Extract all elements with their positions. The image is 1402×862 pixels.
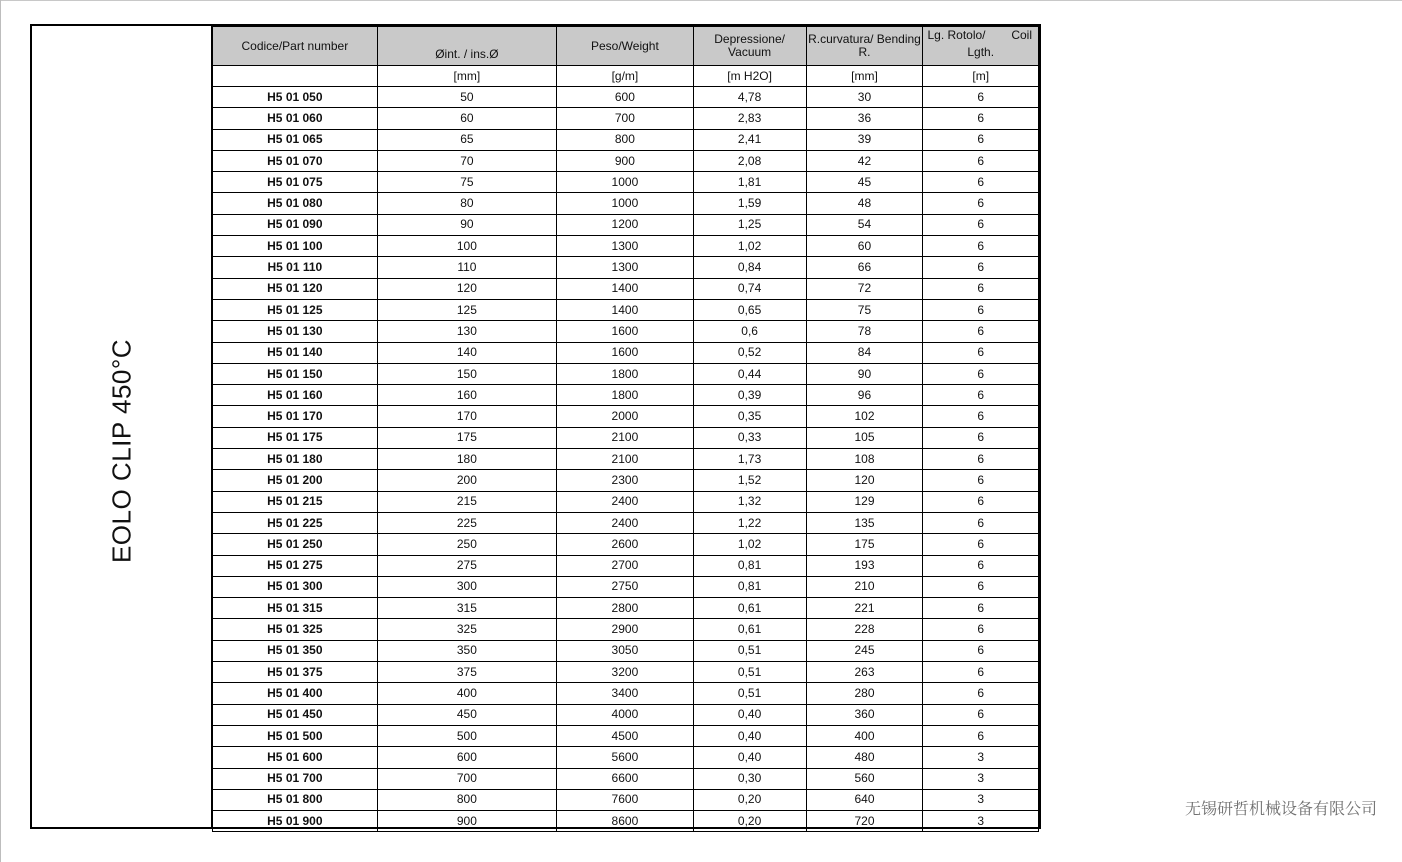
bending-radius-cell: 228 xyxy=(806,619,923,640)
bending-radius-cell: 78 xyxy=(806,321,923,342)
vacuum-cell: 0,20 xyxy=(693,789,806,810)
weight-cell: 1000 xyxy=(557,193,694,214)
weight-cell: 2750 xyxy=(557,576,694,597)
coil-length-cell: 6 xyxy=(923,619,1039,640)
part-number-cell: H5 01 300 xyxy=(213,576,378,597)
coil-length-cell: 6 xyxy=(923,704,1039,725)
diameter-cell: 110 xyxy=(377,257,556,278)
weight-cell: 2100 xyxy=(557,449,694,470)
part-number-cell: H5 01 100 xyxy=(213,236,378,257)
vacuum-cell: 0,51 xyxy=(693,640,806,661)
bending-radius-cell: 263 xyxy=(806,662,923,683)
weight-cell: 700 xyxy=(557,108,694,129)
vacuum-cell: 0,52 xyxy=(693,342,806,363)
bending-radius-cell: 135 xyxy=(806,512,923,533)
vacuum-cell: 2,83 xyxy=(693,108,806,129)
diameter-cell: 70 xyxy=(377,150,556,171)
vacuum-cell: 0,40 xyxy=(693,704,806,725)
diameter-cell: 375 xyxy=(377,662,556,683)
part-number-cell: H5 01 160 xyxy=(213,385,378,406)
header-weight: Peso/Weight xyxy=(557,27,694,66)
bending-radius-cell: 90 xyxy=(806,363,923,384)
weight-cell: 1400 xyxy=(557,299,694,320)
part-number-cell: H5 01 700 xyxy=(213,768,378,789)
vacuum-cell: 0,81 xyxy=(693,555,806,576)
diameter-cell: 800 xyxy=(377,789,556,810)
vacuum-cell: 0,35 xyxy=(693,406,806,427)
company-name: 无锡研哲机械设备有限公司 xyxy=(1185,801,1378,818)
coil-length-cell: 3 xyxy=(923,747,1039,768)
coil-length-cell: 6 xyxy=(923,427,1039,448)
table-row xyxy=(213,321,1039,342)
weight-cell: 5600 xyxy=(557,747,694,768)
part-number-cell: H5 01 175 xyxy=(213,427,378,448)
part-number-cell: H5 01 170 xyxy=(213,406,378,427)
page-top-border xyxy=(0,0,1402,1)
weight-cell: 600 xyxy=(557,87,694,108)
vacuum-cell: 0,51 xyxy=(693,683,806,704)
bending-radius-cell: 640 xyxy=(806,789,923,810)
vacuum-cell: 1,02 xyxy=(693,236,806,257)
part-number-cell: H5 01 125 xyxy=(213,299,378,320)
bending-radius-cell: 48 xyxy=(806,193,923,214)
table-row xyxy=(213,236,1039,257)
coil-length-cell: 6 xyxy=(923,214,1039,235)
part-number-cell: H5 01 250 xyxy=(213,534,378,555)
table-row xyxy=(213,406,1039,427)
diameter-cell: 500 xyxy=(377,725,556,746)
bending-radius-cell: 42 xyxy=(806,150,923,171)
weight-cell: 3200 xyxy=(557,662,694,683)
weight-cell: 1800 xyxy=(557,363,694,384)
coil-length-cell: 6 xyxy=(923,683,1039,704)
unit-cell: [g/m] xyxy=(557,66,694,87)
bending-radius-cell: 221 xyxy=(806,598,923,619)
diameter-cell: 170 xyxy=(377,406,556,427)
bending-radius-cell: 360 xyxy=(806,704,923,725)
table-row xyxy=(213,747,1039,768)
diameter-cell: 100 xyxy=(377,236,556,257)
vacuum-cell: 4,78 xyxy=(693,87,806,108)
part-number-cell: H5 01 130 xyxy=(213,321,378,342)
diameter-cell: 325 xyxy=(377,619,556,640)
diameter-cell: 900 xyxy=(377,811,556,832)
coil-length-cell: 6 xyxy=(923,363,1039,384)
page-left-border xyxy=(0,0,1,862)
bending-radius-cell: 120 xyxy=(806,470,923,491)
table-row xyxy=(213,449,1039,470)
vacuum-cell: 0,39 xyxy=(693,385,806,406)
weight-cell: 8600 xyxy=(557,811,694,832)
unit-cell: [m H2O] xyxy=(693,66,806,87)
weight-cell: 2900 xyxy=(557,619,694,640)
part-number-cell: H5 01 080 xyxy=(213,193,378,214)
part-number-cell: H5 01 325 xyxy=(213,619,378,640)
part-number-cell: H5 01 400 xyxy=(213,683,378,704)
table-row xyxy=(213,598,1039,619)
table-row xyxy=(213,640,1039,661)
coil-length-cell: 6 xyxy=(923,342,1039,363)
weight-cell: 1600 xyxy=(557,321,694,342)
bending-radius-cell: 30 xyxy=(806,87,923,108)
diameter-cell: 250 xyxy=(377,534,556,555)
coil-length-cell: 6 xyxy=(923,193,1039,214)
table-row xyxy=(213,683,1039,704)
coil-length-cell: 6 xyxy=(923,87,1039,108)
part-number-cell: H5 01 060 xyxy=(213,108,378,129)
weight-cell: 2600 xyxy=(557,534,694,555)
vacuum-cell: 0,44 xyxy=(693,363,806,384)
coil-length-cell: 6 xyxy=(923,555,1039,576)
weight-cell: 1300 xyxy=(557,257,694,278)
table-row xyxy=(213,470,1039,491)
table-row xyxy=(213,108,1039,129)
unit-cell: [mm] xyxy=(377,66,556,87)
table-header-row xyxy=(213,27,1039,66)
diameter-cell: 300 xyxy=(377,576,556,597)
bending-radius-cell: 400 xyxy=(806,725,923,746)
weight-cell: 1000 xyxy=(557,172,694,193)
part-number-cell: H5 01 065 xyxy=(213,129,378,150)
table-row xyxy=(213,725,1039,746)
weight-cell: 800 xyxy=(557,129,694,150)
table-row xyxy=(213,150,1039,171)
table-row xyxy=(213,87,1039,108)
weight-cell: 2100 xyxy=(557,427,694,448)
unit-cell xyxy=(213,66,378,87)
diameter-cell: 140 xyxy=(377,342,556,363)
bending-radius-cell: 720 xyxy=(806,811,923,832)
part-number-cell: H5 01 070 xyxy=(213,150,378,171)
table-row xyxy=(213,257,1039,278)
vacuum-cell: 1,32 xyxy=(693,491,806,512)
diameter-cell: 225 xyxy=(377,512,556,533)
coil-length-cell: 6 xyxy=(923,299,1039,320)
table-row xyxy=(213,193,1039,214)
product-title-panel xyxy=(32,26,212,827)
table-row xyxy=(213,555,1039,576)
table-row xyxy=(213,789,1039,810)
table-row xyxy=(213,662,1039,683)
vacuum-cell: 1,81 xyxy=(693,172,806,193)
bending-radius-cell: 36 xyxy=(806,108,923,129)
table-row xyxy=(213,299,1039,320)
coil-length-cell: 6 xyxy=(923,449,1039,470)
weight-cell: 3050 xyxy=(557,640,694,661)
table-row xyxy=(213,214,1039,235)
table-row xyxy=(213,491,1039,512)
coil-length-cell: 6 xyxy=(923,470,1039,491)
table-row xyxy=(213,619,1039,640)
bending-radius-cell: 193 xyxy=(806,555,923,576)
coil-length-cell: 3 xyxy=(923,811,1039,832)
weight-cell: 3400 xyxy=(557,683,694,704)
header-bending-radius: R.curvatura/ Bending R. xyxy=(806,27,923,66)
diameter-cell: 90 xyxy=(377,214,556,235)
bending-radius-cell: 105 xyxy=(806,427,923,448)
diameter-cell: 125 xyxy=(377,299,556,320)
vacuum-cell: 0,51 xyxy=(693,662,806,683)
part-number-cell: H5 01 900 xyxy=(213,811,378,832)
coil-length-cell: 6 xyxy=(923,278,1039,299)
header-coil-length: Lg. Rotolo/ Coil Lgth. xyxy=(923,27,1039,66)
part-number-cell: H5 01 275 xyxy=(213,555,378,576)
vacuum-cell: 2,08 xyxy=(693,150,806,171)
bending-radius-cell: 39 xyxy=(806,129,923,150)
weight-cell: 2400 xyxy=(557,491,694,512)
header-code: Codice/Part number xyxy=(213,27,378,66)
diameter-cell: 120 xyxy=(377,278,556,299)
table-row xyxy=(213,278,1039,299)
part-number-cell: H5 01 180 xyxy=(213,449,378,470)
weight-cell: 6600 xyxy=(557,768,694,789)
weight-cell: 1200 xyxy=(557,214,694,235)
bending-radius-cell: 480 xyxy=(806,747,923,768)
coil-length-cell: 6 xyxy=(923,108,1039,129)
table-row xyxy=(213,129,1039,150)
diameter-cell: 350 xyxy=(377,640,556,661)
vacuum-cell: 0,74 xyxy=(693,278,806,299)
weight-cell: 1800 xyxy=(557,385,694,406)
bending-radius-cell: 84 xyxy=(806,342,923,363)
diameter-cell: 400 xyxy=(377,683,556,704)
vacuum-cell: 0,6 xyxy=(693,321,806,342)
table-row xyxy=(213,172,1039,193)
unit-cell: [mm] xyxy=(806,66,923,87)
coil-length-cell: 3 xyxy=(923,768,1039,789)
bending-radius-cell: 280 xyxy=(806,683,923,704)
table-row xyxy=(213,427,1039,448)
coil-length-cell: 6 xyxy=(923,640,1039,661)
coil-length-cell: 6 xyxy=(923,576,1039,597)
vacuum-cell: 0,65 xyxy=(693,299,806,320)
weight-cell: 2800 xyxy=(557,598,694,619)
coil-length-cell: 6 xyxy=(923,385,1039,406)
diameter-cell: 275 xyxy=(377,555,556,576)
part-number-cell: H5 01 500 xyxy=(213,725,378,746)
weight-cell: 4500 xyxy=(557,725,694,746)
bending-radius-cell: 96 xyxy=(806,385,923,406)
part-number-cell: H5 01 050 xyxy=(213,87,378,108)
part-number-cell: H5 01 120 xyxy=(213,278,378,299)
vacuum-cell: 0,33 xyxy=(693,427,806,448)
diameter-cell: 700 xyxy=(377,768,556,789)
bending-radius-cell: 75 xyxy=(806,299,923,320)
units-row xyxy=(213,66,1039,87)
part-number-cell: H5 01 215 xyxy=(213,491,378,512)
diameter-cell: 215 xyxy=(377,491,556,512)
coil-length-cell: 6 xyxy=(923,598,1039,619)
bending-radius-cell: 60 xyxy=(806,236,923,257)
part-number-cell: H5 01 090 xyxy=(213,214,378,235)
table-row xyxy=(213,534,1039,555)
table-row xyxy=(213,576,1039,597)
bending-radius-cell: 102 xyxy=(806,406,923,427)
coil-length-cell: 6 xyxy=(923,662,1039,683)
vacuum-cell: 0,81 xyxy=(693,576,806,597)
table-row xyxy=(213,704,1039,725)
vacuum-cell: 0,61 xyxy=(693,598,806,619)
coil-length-cell: 6 xyxy=(923,172,1039,193)
bending-radius-cell: 54 xyxy=(806,214,923,235)
part-number-cell: H5 01 140 xyxy=(213,342,378,363)
vacuum-cell: 1,73 xyxy=(693,449,806,470)
coil-length-cell: 6 xyxy=(923,534,1039,555)
part-number-cell: H5 01 110 xyxy=(213,257,378,278)
part-number-cell: H5 01 200 xyxy=(213,470,378,491)
vacuum-cell: 0,20 xyxy=(693,811,806,832)
part-number-cell: H5 01 450 xyxy=(213,704,378,725)
diameter-cell: 450 xyxy=(377,704,556,725)
diameter-cell: 65 xyxy=(377,129,556,150)
bending-radius-cell: 45 xyxy=(806,172,923,193)
bending-radius-cell: 245 xyxy=(806,640,923,661)
part-number-cell: H5 01 800 xyxy=(213,789,378,810)
header-diameter: Øint. / ins.Ø xyxy=(377,27,556,66)
table-row xyxy=(213,512,1039,533)
coil-length-cell: 6 xyxy=(923,150,1039,171)
vacuum-cell: 0,61 xyxy=(693,619,806,640)
diameter-cell: 50 xyxy=(377,87,556,108)
vacuum-cell: 1,02 xyxy=(693,534,806,555)
header-vacuum: Depressione/ Vacuum xyxy=(693,27,806,66)
coil-length-cell: 6 xyxy=(923,236,1039,257)
bending-radius-cell: 210 xyxy=(806,576,923,597)
bending-radius-cell: 175 xyxy=(806,534,923,555)
diameter-cell: 600 xyxy=(377,747,556,768)
vacuum-cell: 0,40 xyxy=(693,725,806,746)
bending-radius-cell: 129 xyxy=(806,491,923,512)
diameter-cell: 60 xyxy=(377,108,556,129)
table-row xyxy=(213,342,1039,363)
part-number-cell: H5 01 075 xyxy=(213,172,378,193)
part-number-cell: H5 01 315 xyxy=(213,598,378,619)
part-number-cell: H5 01 600 xyxy=(213,747,378,768)
diameter-cell: 80 xyxy=(377,193,556,214)
bending-radius-cell: 66 xyxy=(806,257,923,278)
diameter-cell: 200 xyxy=(377,470,556,491)
product-sheet xyxy=(30,24,1041,829)
weight-cell: 4000 xyxy=(557,704,694,725)
bending-radius-cell: 108 xyxy=(806,449,923,470)
vacuum-cell: 0,30 xyxy=(693,768,806,789)
coil-length-cell: 6 xyxy=(923,321,1039,342)
weight-cell: 2700 xyxy=(557,555,694,576)
part-number-cell: H5 01 150 xyxy=(213,363,378,384)
bending-radius-cell: 72 xyxy=(806,278,923,299)
part-number-cell: H5 01 375 xyxy=(213,662,378,683)
diameter-cell: 160 xyxy=(377,385,556,406)
product-title: EOLO CLIP 450°C xyxy=(106,338,137,564)
vacuum-cell: 2,41 xyxy=(693,129,806,150)
vacuum-cell: 1,25 xyxy=(693,214,806,235)
table-row xyxy=(213,363,1039,384)
diameter-cell: 180 xyxy=(377,449,556,470)
unit-cell: [m] xyxy=(923,66,1039,87)
coil-length-cell: 6 xyxy=(923,512,1039,533)
coil-length-cell: 6 xyxy=(923,491,1039,512)
vacuum-cell: 0,84 xyxy=(693,257,806,278)
vacuum-cell: 0,40 xyxy=(693,747,806,768)
part-number-cell: H5 01 225 xyxy=(213,512,378,533)
part-number-cell: H5 01 350 xyxy=(213,640,378,661)
table-body xyxy=(213,87,1039,832)
weight-cell: 1600 xyxy=(557,342,694,363)
coil-length-cell: 6 xyxy=(923,406,1039,427)
weight-cell: 2400 xyxy=(557,512,694,533)
weight-cell: 900 xyxy=(557,150,694,171)
weight-cell: 7600 xyxy=(557,789,694,810)
coil-length-cell: 6 xyxy=(923,257,1039,278)
weight-cell: 1300 xyxy=(557,236,694,257)
coil-length-cell: 3 xyxy=(923,789,1039,810)
table-row xyxy=(213,811,1039,832)
diameter-cell: 130 xyxy=(377,321,556,342)
diameter-cell: 150 xyxy=(377,363,556,384)
table-row xyxy=(213,385,1039,406)
vacuum-cell: 1,52 xyxy=(693,470,806,491)
diameter-cell: 175 xyxy=(377,427,556,448)
weight-cell: 2000 xyxy=(557,406,694,427)
coil-length-cell: 6 xyxy=(923,725,1039,746)
spec-table xyxy=(212,26,1039,832)
bending-radius-cell: 560 xyxy=(806,768,923,789)
vacuum-cell: 1,22 xyxy=(693,512,806,533)
weight-cell: 1400 xyxy=(557,278,694,299)
coil-length-cell: 6 xyxy=(923,129,1039,150)
table-row xyxy=(213,768,1039,789)
diameter-cell: 75 xyxy=(377,172,556,193)
weight-cell: 2300 xyxy=(557,470,694,491)
diameter-cell: 315 xyxy=(377,598,556,619)
vacuum-cell: 1,59 xyxy=(693,193,806,214)
